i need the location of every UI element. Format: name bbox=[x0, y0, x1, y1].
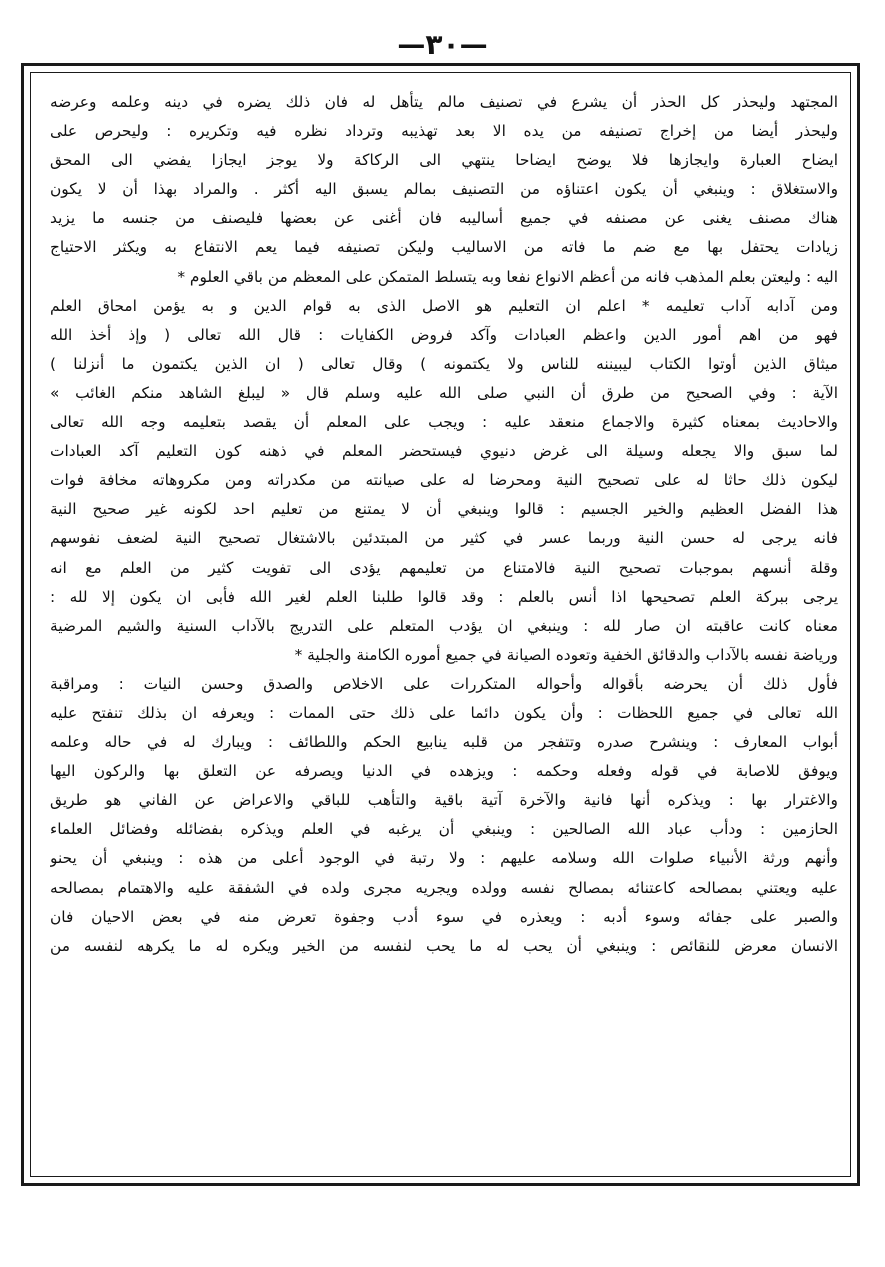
text-line: فأول ذلك أن يحرضه بأقواله وأحواله المتكررات على الاخلاص والصدق وحسن النيات : ومراقبة bbox=[50, 674, 838, 693]
text-line: المجتهد وليحذر كل الحذر أن يشرع في تصنيف مالم يتأهل له فان ذلك يضره في دينه وعلمه وعرضه bbox=[50, 93, 838, 111]
text-line: ليكون ذلك حاثا له على تصحيح النية ومحرضا له على صيانته من مكدراته ومن مكروهاته مخافة فوات bbox=[50, 471, 838, 490]
text-line: أبواب المعارف : وينشرح صدره وتتفجر من قلبه ينابيع الحكم واللطائف : ويبارك له في حاله وعلمه bbox=[50, 733, 838, 752]
text-line: فهو من اهم أمور الدين واعظم العبادات وآكد فروض الكفايات : قال الله تعالى ( وإذ أخذ الله bbox=[50, 325, 838, 344]
text-line: ورياضة نفسه بالآداب والدقائق الخفية وتعوده الصيانة في جميع أموره الكامنة والجلية * bbox=[294, 645, 838, 664]
text-line: ميثاق الذين أوتوا الكتاب ليبيننه للناس ولا يكتمونه ) وقال تعالى ( ان الذين يكتمون ما أنزلنا ) bbox=[50, 354, 838, 373]
text-line: يرجى ببركة العلم تصحيحها اذا أنس بالعلم : وقد قالوا طلبنا العلم لغير الله فأبى ان يكون إلا لله : bbox=[50, 587, 838, 606]
text-line: الانسان معرض للنقائص : وينبغي أن يحب له ما يحب لنفسه من الخير ويكره له ما يكرهه لنفسه من bbox=[50, 936, 838, 955]
text-line: والصبر على جفائه وسوء أدبه : ويعذره في سوء أدب وجفوة تعرض منه في بعض الاحيان فان bbox=[50, 907, 838, 926]
text-line: هذا الفضل العظيم والخير الجسيم : قالوا وينبغي أن لا يمتنع من تعليم احد لكونه غير صحيح النية bbox=[50, 500, 838, 519]
text-line: فانه يرجى له حسن النية وربما عسر في كثير من المبتدئين بالاشتغال تصحيح النية لضعف نفوسهم bbox=[50, 529, 838, 548]
text-line: وقلة أنسهم بموجبات تصحيح النية فالامتناع من تعليمهم يؤدى الى تفويت كثير من العلم مع انه bbox=[50, 558, 838, 577]
text-line: وليحذر أيضا من إخراج تصنيفه من يده الا بعد تهذيبه وترداد نظره فيه وتكريره : وليحرص على bbox=[50, 122, 838, 141]
text-line: معناه كانت عاقبته ان صار لله : وينبغي ان يؤدب المتعلم على التدريج بالآداب السنية والشيم المرضية bbox=[50, 616, 838, 635]
text-line: والاغترار بها : ويذكره أنها فانية والآخرة آتية باقية والتأهب للباقي والاعراض عن الفاني هو طريق bbox=[50, 791, 838, 810]
text-line: والاستغلاق : وينبغي أن يكون اعتناؤه من التصنيف بمالم يسبق اليه أكثر . والمراد بهذا أن لا يكون bbox=[50, 180, 838, 199]
text-line: والاحاديث بمعناه كثيرة والاجماع منعقد عليه : ويجب على المعلم أن يقصد بتعليمه وجه الله تعالى bbox=[50, 413, 838, 432]
body-text bbox=[50, 88, 838, 961]
text-line: الآية : وفي الصحيح من طرق أن النبي صلى الله عليه وسلم قال « ليبلغ الشاهد منكم الغائب » bbox=[50, 383, 838, 402]
text-line: لما سبق والا يجعله وسيلة الى غرض دنيوي فيستحضر المعلم في ذهنه كون التعليم آكد العبادات bbox=[50, 442, 838, 461]
text-line: ومن آدابه آداب تعليمه * اعلم ان التعليم هو الاصل الذى به قوام الدين و به يؤمن امحاق العلم bbox=[50, 296, 838, 315]
page-number: —٣٠— bbox=[397, 28, 488, 61]
text-line: ويوفق للاصابة في قوله وفعله وحكمه : ويزهده في الدنيا ويصرفه عن التعلق بها والركون اليها bbox=[50, 762, 838, 781]
text-line: ايضاح العبارة وايجازها فلا يوضح ايضاحا ينتهي الى الركاكة ولا يوجز ايجازا يفضي الى المحق bbox=[50, 151, 838, 170]
text-line: عليه ويعتني بمصالحه كاعتنائه بمصالح نفسه وولده ويجريه مجرى ولده في الشفقة عليه والاهتمام بمصالحه bbox=[50, 878, 838, 897]
text-line: وأنهم ورثة الأنبياء صلوات الله وسلامه عليهم : ولا رتبة في الوجود أعلى من هذه : وينبغي أن يحنو bbox=[50, 849, 838, 868]
text-line: زيادات يحتفل بها مع ضم ما فاته من الاساليب وليكن تصنيفه فيما يعم الانتفاع به ويكثر الاحتياج bbox=[50, 238, 838, 257]
text-line: اليه : وليعتن بعلم المذهب فانه من أعظم الانواع نفعا وبه يتسلط المتمكن على المعظم من باقي العلوم * bbox=[177, 267, 838, 286]
text-line: هناك مصنف يغنى عن مصنفه في جميع أساليبه فان أغنى عن بعضها فليصنف من جنسه ما يزيد bbox=[50, 209, 838, 228]
text-line: الحازمين : ودأب عباد الله الصالحين : وينبغي أن يرغبه في العلم ويذكره بفضائله وفضائل العلماء bbox=[50, 820, 838, 839]
text-line: الله تعالى في جميع اللحظات : وأن يكون دائما على ذلك حتى الممات : ويعرفه ان بذلك تنفتح عليه bbox=[50, 703, 838, 722]
